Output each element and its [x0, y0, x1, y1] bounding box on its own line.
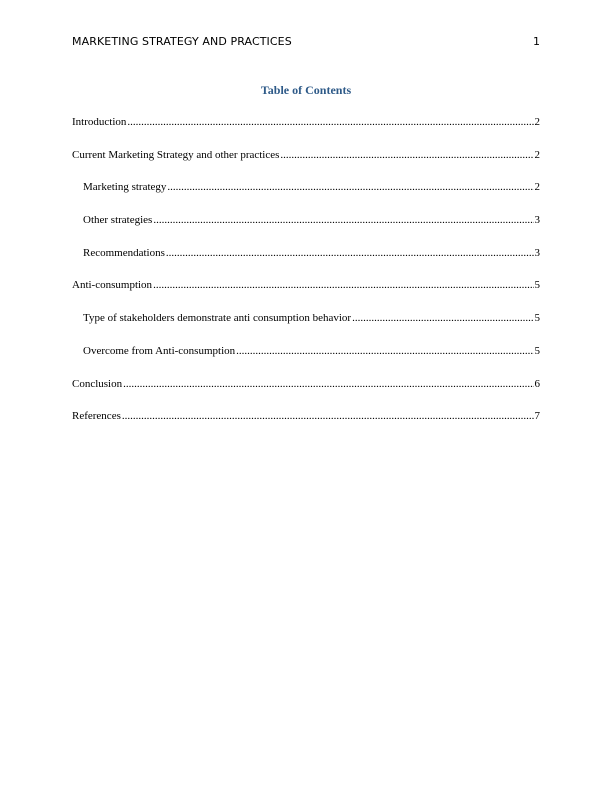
table-of-contents	[72, 116, 540, 443]
toc-entry-recommendations[interactable]	[72, 247, 540, 263]
toc-dot-leader	[236, 345, 533, 357]
toc-dot-leader	[153, 279, 533, 291]
toc-entry-text: Overcome from Anti-consumption	[83, 344, 236, 357]
toc-heading: Table of Contents	[260, 83, 352, 97]
toc-entry-other-strategies[interactable]	[72, 214, 540, 230]
toc-entry-text: Anti-consumption	[72, 279, 153, 292]
toc-entry-introduction[interactable]	[72, 116, 540, 132]
toc-entry-page: 2	[534, 181, 540, 194]
toc-entry-text: Introduction	[72, 116, 127, 128]
toc-entry-stakeholders[interactable]	[72, 312, 540, 328]
toc-entry-text: Marketing strategy	[83, 181, 167, 194]
toc-dot-leader	[127, 116, 533, 128]
toc-entry-page: 6	[534, 377, 540, 390]
toc-entry-page: 5	[534, 312, 540, 325]
running-header-title: MARKETING STRATEGY AND PRACTICES	[72, 35, 292, 48]
toc-entry-text: Conclusion	[72, 377, 123, 390]
toc-entry-text: Current Marketing Strategy and other practices	[72, 148, 280, 161]
toc-dot-leader	[166, 247, 534, 259]
toc-entry-text: Type of stakeholders demonstrate anti consumption behavior	[83, 312, 352, 325]
toc-entry-marketing-strategy[interactable]	[72, 181, 540, 197]
toc-entry-references[interactable]	[72, 410, 540, 426]
toc-dot-leader	[167, 181, 533, 193]
toc-entry-page: 3	[534, 246, 540, 259]
toc-dot-leader	[153, 214, 533, 226]
toc-entry-page: 2	[534, 148, 540, 161]
toc-dot-leader	[123, 378, 533, 390]
toc-dot-leader	[352, 312, 533, 324]
toc-entry-page: 2	[534, 116, 540, 128]
toc-entry-page: 5	[534, 344, 540, 357]
toc-dot-leader	[122, 410, 534, 422]
toc-entry-text: Recommendations	[83, 246, 165, 259]
toc-entry-page: 3	[534, 214, 540, 227]
toc-entry-anti-consumption[interactable]	[72, 279, 540, 295]
toc-entry-current-marketing-strategy[interactable]	[72, 149, 540, 165]
toc-entry-overcome-anti-consumption[interactable]	[72, 345, 540, 361]
toc-entry-page: 5	[534, 279, 540, 292]
toc-entry-conclusion[interactable]	[72, 378, 540, 394]
toc-entry-page: 7	[534, 410, 540, 423]
toc-entry-text: References	[72, 410, 121, 423]
toc-entry-text: Other strategies	[83, 214, 153, 227]
toc-dot-leader	[280, 149, 533, 161]
header-page-number: 1	[533, 35, 540, 48]
